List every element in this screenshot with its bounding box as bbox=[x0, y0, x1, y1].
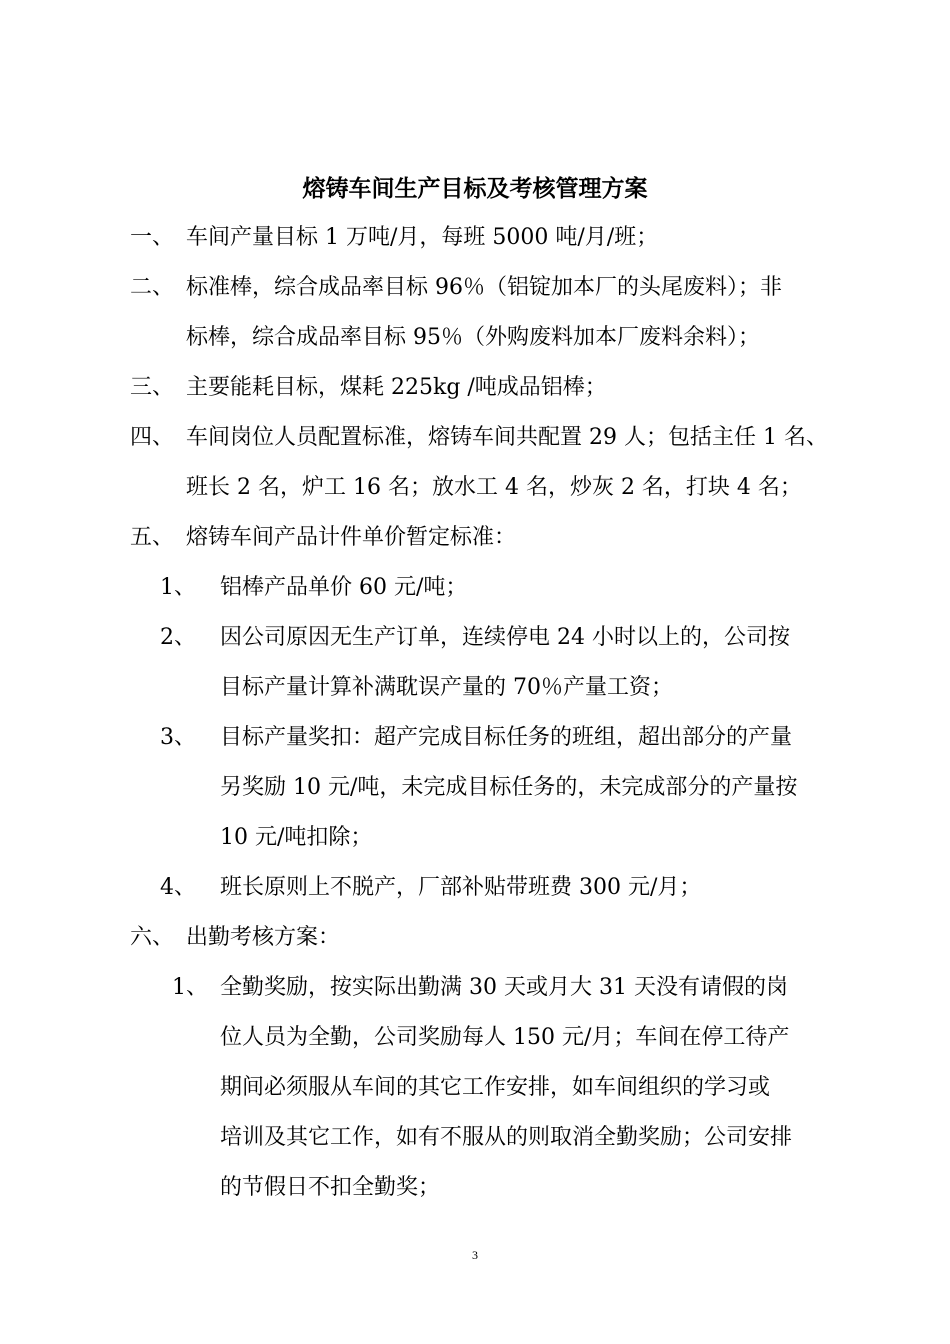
item-text: 10 元/吨扣除； bbox=[220, 825, 373, 850]
section-number: 二、 bbox=[130, 275, 175, 300]
section-text: 熔铸车间产品计件单价暂定标准： bbox=[186, 525, 517, 550]
item-text: 全勤奖励，按实际出勤满 30 天或月大 31 天没有请假的岗 bbox=[220, 975, 788, 1000]
section-number: 五、 bbox=[130, 525, 175, 550]
section-number: 三、 bbox=[130, 375, 175, 400]
item-text: 因公司原因无生产订单，连续停电 24 小时以上的，公司按 bbox=[220, 625, 790, 650]
item-text: 铝棒产品单价 60 元/吨； bbox=[220, 575, 468, 600]
document-title: 熔铸车间生产目标及考核管理方案 bbox=[302, 176, 648, 202]
item-text: 的节假日不扣全勤奖； bbox=[220, 1175, 441, 1200]
section-number: 四、 bbox=[130, 425, 175, 450]
section-text: 主要能耗目标，煤耗 225kg /吨成品铝棒； bbox=[186, 375, 607, 400]
section-text: 标准棒，综合成品率目标 96％（铝锭加本厂的头尾废料）；非 bbox=[186, 275, 782, 300]
item-number: 2、 bbox=[160, 625, 196, 650]
item-text: 另奖励 10 元/吨，未完成目标任务的，未完成部分的产量按 bbox=[220, 775, 798, 800]
section-number: 六、 bbox=[130, 925, 175, 950]
item-text: 期间必须服从车间的其它工作安排，如车间组织的学习或 bbox=[220, 1075, 771, 1100]
section-text: 出勤考核方案： bbox=[186, 925, 341, 950]
item-number: 1、 bbox=[160, 575, 196, 600]
item-text: 班长原则上不脱产，厂部补贴带班费 300 元/月； bbox=[220, 875, 702, 900]
item-number: 4、 bbox=[160, 875, 196, 900]
section-text: 标棒，综合成品率目标 95％（外购废料加本厂废料余料）； bbox=[186, 325, 760, 350]
item-number: 3、 bbox=[160, 725, 196, 750]
section-number: 一、 bbox=[130, 225, 175, 250]
item-number: 1、 bbox=[172, 975, 208, 1000]
item-text: 目标产量奖扣：超产完成目标任务的班组，超出部分的产量 bbox=[220, 725, 793, 750]
item-text: 目标产量计算补满耽误产量的 70％产量工资； bbox=[220, 675, 673, 700]
item-text: 培训及其它工作，如有不服从的则取消全勤奖励；公司安排 bbox=[220, 1125, 793, 1150]
section-text: 车间产量目标 1 万吨/月，每班 5000 吨/月/班； bbox=[186, 225, 659, 250]
section-text: 班长 2 名，炉工 16 名；放水工 4 名，炒灰 2 名，打块 4 名； bbox=[186, 475, 802, 500]
page-number: 3 bbox=[472, 1248, 478, 1262]
section-text: 车间岗位人员配置标准，熔铸车间共配置 29 人；包括主任 1 名、 bbox=[186, 425, 828, 450]
item-text: 位人员为全勤，公司奖励每人 150 元/月；车间在停工待产 bbox=[220, 1025, 790, 1050]
